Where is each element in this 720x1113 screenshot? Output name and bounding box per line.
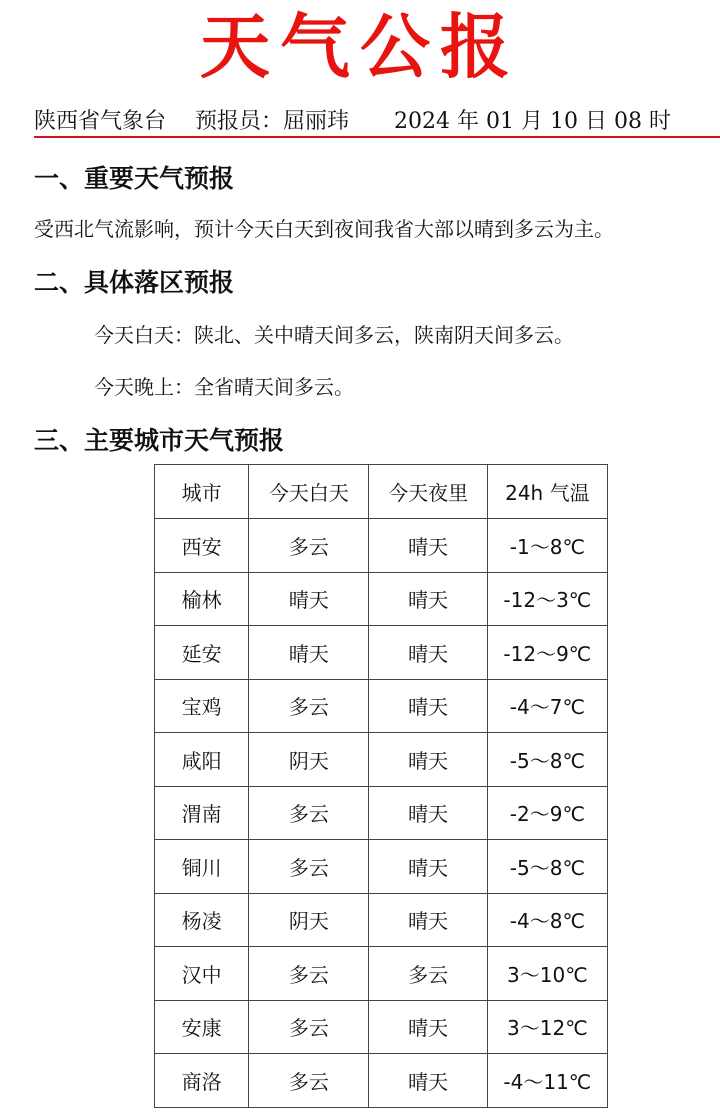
city-cell: 汉中 — [155, 947, 249, 1001]
day-cell: 多云 — [249, 786, 369, 840]
city-cell: 宝鸡 — [155, 679, 249, 733]
table-row — [155, 947, 608, 1001]
header-temp: 24h 气温 — [487, 465, 607, 519]
temp-cell: -12～9℃ — [487, 626, 607, 680]
day-cell: 阴天 — [249, 733, 369, 787]
day-cell: 晴天 — [249, 626, 369, 680]
section-3-heading: 三、主要城市天气预报 — [34, 426, 285, 455]
night-cell: 晴天 — [369, 1054, 487, 1108]
temp-cell: -4～8℃ — [487, 893, 607, 947]
temp-cell: -12～3℃ — [487, 572, 607, 626]
city-cell: 商洛 — [155, 1054, 249, 1108]
city-cell: 杨凌 — [155, 893, 249, 947]
day-cell: 多云 — [249, 840, 369, 894]
city-cell: 安康 — [155, 1000, 249, 1054]
table-row — [155, 519, 608, 573]
temp-cell: 3～12℃ — [487, 1000, 607, 1054]
day-cell: 多云 — [249, 1000, 369, 1054]
forecaster: 预报员：屈丽玮 — [195, 109, 350, 134]
night-cell: 晴天 — [369, 733, 487, 787]
section-2-night: 今天晚上：全省晴天间多云。 — [94, 375, 354, 399]
city-cell: 渭南 — [155, 786, 249, 840]
table-row — [155, 786, 608, 840]
night-cell: 晴天 — [369, 679, 487, 733]
city-cell: 延安 — [155, 626, 249, 680]
temp-cell: -1～8℃ — [487, 519, 607, 573]
section-2-heading: 二、具体落区预报 — [34, 268, 235, 297]
header-day: 今天白天 — [249, 465, 369, 519]
section-2-day: 今天白天：陕北、关中晴天间多云，陕南阴天间多云。 — [94, 323, 574, 347]
section-1-text: 受西北气流影响，预计今天白天到夜间我省大部以晴到多云为主。 — [34, 217, 614, 241]
day-cell: 多云 — [249, 947, 369, 1001]
issuing-office: 陕西省气象台 — [34, 109, 167, 134]
city-cell: 咸阳 — [155, 733, 249, 787]
header-night: 今天夜里 — [369, 465, 487, 519]
temp-cell: -4～7℃ — [487, 679, 607, 733]
night-cell: 晴天 — [369, 572, 487, 626]
table-row — [155, 1054, 608, 1108]
night-cell: 晴天 — [369, 893, 487, 947]
temp-cell: -2～9℃ — [487, 786, 607, 840]
day-cell: 阴天 — [249, 893, 369, 947]
day-cell: 晴天 — [249, 572, 369, 626]
table-row — [155, 893, 608, 947]
night-cell: 多云 — [369, 947, 487, 1001]
table-row — [155, 679, 608, 733]
table-row — [155, 1000, 608, 1054]
temp-cell: -5～8℃ — [487, 733, 607, 787]
temp-cell: 3～10℃ — [487, 947, 607, 1001]
bulletin-title: 天气公报 — [200, 6, 520, 88]
table-row — [155, 626, 608, 680]
table-row — [155, 572, 608, 626]
city-cell: 铜川 — [155, 840, 249, 894]
day-cell: 多云 — [249, 1054, 369, 1108]
header-city: 城市 — [155, 465, 249, 519]
table-header-row — [155, 465, 608, 519]
night-cell: 晴天 — [369, 786, 487, 840]
table-row — [155, 733, 608, 787]
issue-datetime: 2024 年 01 月 10 日 08 时 — [394, 109, 671, 134]
night-cell: 晴天 — [369, 519, 487, 573]
night-cell: 晴天 — [369, 1000, 487, 1054]
temp-cell: -5～8℃ — [487, 840, 607, 894]
header-line — [34, 108, 720, 138]
city-cell: 西安 — [155, 519, 249, 573]
night-cell: 晴天 — [369, 840, 487, 894]
day-cell: 多云 — [249, 679, 369, 733]
city-cell: 榆林 — [155, 572, 249, 626]
table-row — [155, 840, 608, 894]
city-forecast-table — [154, 464, 608, 1108]
section-1-heading: 一、重要天气预报 — [34, 164, 235, 193]
day-cell: 多云 — [249, 519, 369, 573]
night-cell: 晴天 — [369, 626, 487, 680]
temp-cell: -4～11℃ — [487, 1054, 607, 1108]
